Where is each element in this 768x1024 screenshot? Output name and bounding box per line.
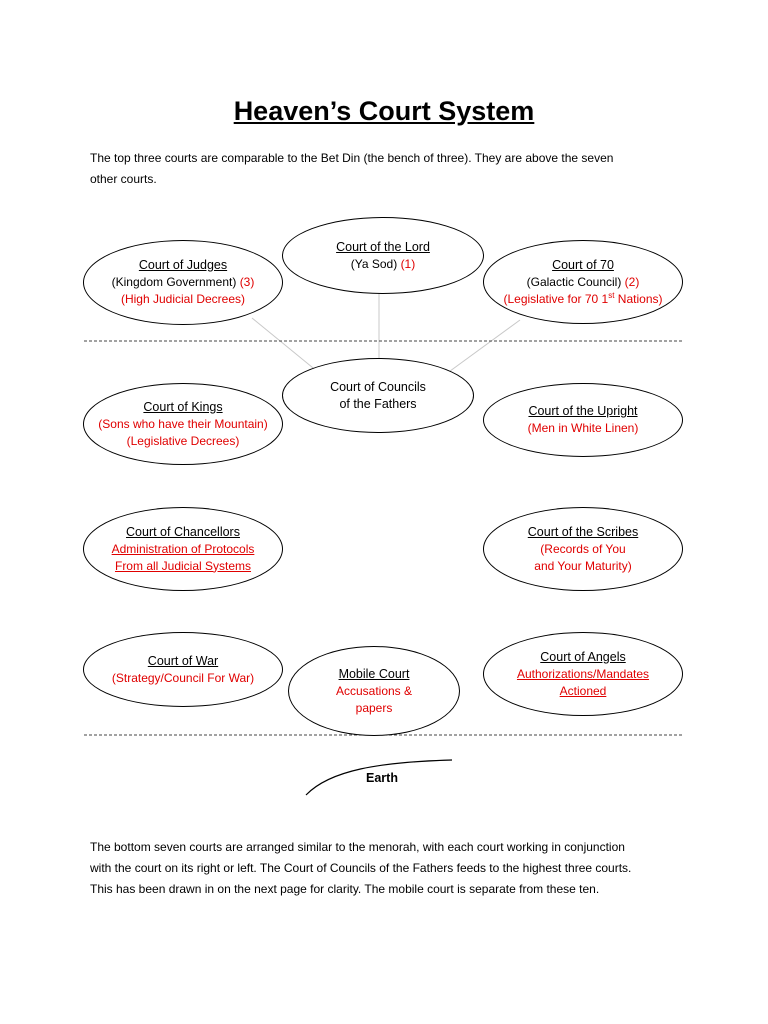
court-name: Court of Chancellors — [126, 524, 240, 539]
earth-label: Earth — [366, 771, 398, 785]
court-function: and Your Maturity) — [534, 558, 632, 573]
mobile-court — [288, 646, 460, 736]
court-name: Court of Judges — [138, 258, 228, 272]
court-of-judges — [83, 240, 283, 325]
court-function: (Legislative Decrees) — [126, 433, 240, 448]
court-name: Court of Councils — [330, 379, 426, 394]
connector-judges — [252, 318, 318, 372]
court-detail: (Sons who have their Mountain) — [98, 416, 268, 431]
court-of-chancellors — [83, 507, 283, 591]
intro-line: other courts. — [90, 172, 157, 186]
court-name: Court of War — [147, 653, 219, 668]
outro-paragraph — [90, 837, 680, 900]
court-name: Court of Angels — [540, 649, 626, 664]
court-of-councils-of-the-fathers — [282, 358, 474, 433]
page-title: Heaven’s Court System — [233, 96, 535, 126]
court-function: (Legislative for 70 1st Nations) — [503, 290, 663, 306]
court-function: Actioned — [559, 683, 607, 698]
court-name: Mobile Court — [338, 666, 410, 681]
court-name: Court of 70 — [552, 257, 614, 272]
court-of-the-scribes — [483, 507, 683, 591]
court-detail: Administration of Protocols — [111, 541, 255, 556]
court-of-the-upright — [483, 383, 683, 457]
court-function: From all Judicial Systems — [114, 558, 252, 573]
court-function: papers — [355, 700, 393, 715]
court-name: Court of the Upright — [528, 404, 638, 418]
court-function: (High Judicial Decrees) — [120, 292, 246, 306]
connector-seventy — [446, 320, 520, 374]
court-detail: (Galactic Council) (2) — [526, 274, 640, 289]
court-detail: Accusations & — [335, 683, 413, 698]
outro-line: The bottom seven courts are arranged similar to the menorah, with each court working in conjunction — [90, 840, 625, 854]
court-detail: Authorizations/Mandates — [516, 666, 650, 681]
court-of-kings — [83, 383, 283, 465]
court-detail: (Strategy/Council For War) — [111, 670, 255, 685]
court-of-war — [83, 632, 283, 707]
outro-line: with the court on its right or left. The Court of Councils of the Fathers feeds to the highest three courts. — [90, 861, 632, 875]
court-name: Court of the Lord — [336, 239, 430, 254]
court-detail: (Men in White Linen) — [527, 421, 639, 435]
court-name-line2: of the Fathers — [339, 396, 417, 411]
court-name: Court of the Scribes — [527, 524, 639, 539]
court-detail: (Kingdom Government) (3) — [111, 275, 255, 289]
court-detail: (Records of You — [540, 541, 626, 556]
outro-line: This has been drawn in on the next page for clarity. The mobile court is separate from these ten. — [90, 882, 600, 896]
court-name: Court of Kings — [143, 399, 223, 414]
intro-line: The top three courts are comparable to the Bet Din (the bench of three). They are above the seven — [90, 151, 614, 165]
court-of-the-lord — [282, 217, 484, 294]
court-detail: (Ya Sod) (1) — [350, 256, 416, 271]
court-of-70 — [483, 240, 683, 324]
court-of-angels — [483, 632, 683, 716]
